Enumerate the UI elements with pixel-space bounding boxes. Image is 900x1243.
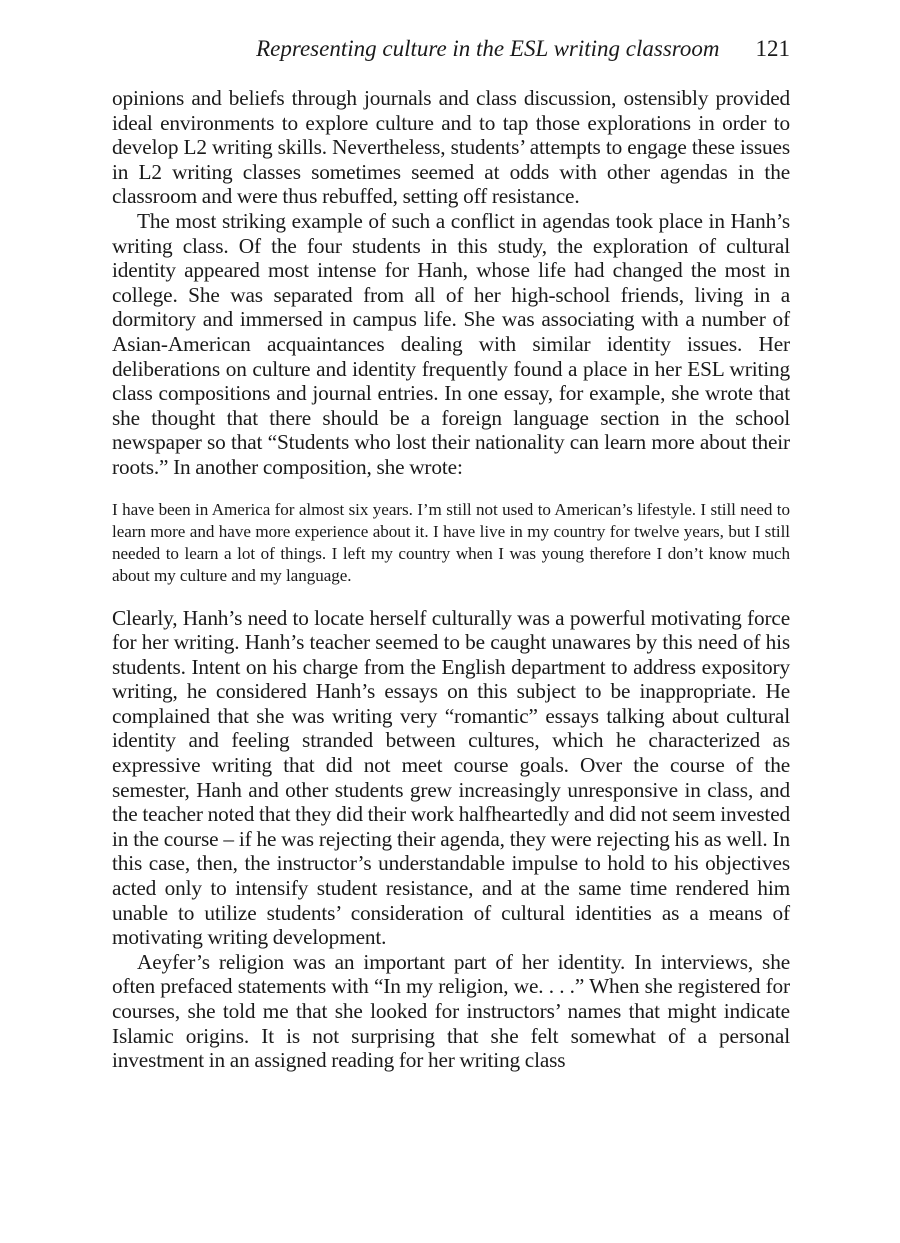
running-title: Representing culture in the ESL writing classroom — [256, 36, 720, 61]
paragraph-continued: opinions and beliefs through journals and class discussion, ostensibly provided ideal environments to explore culture and to tap those explorations in order to develop L2 writing skills. Nevertheless, students’ attempts to engage these issues in L2 writing classes sometimes seemed at odds with other agendas in the classroom and were thus rebuffed, setting off resistance. — [112, 86, 790, 209]
book-page — [112, 34, 790, 1073]
page-number: 121 — [755, 36, 790, 61]
paragraph-aeyfer: Aeyfer’s religion was an important part of her identity. In interviews, she often prefaced statements with “In my religion, we. . . .” When she registered for courses, she told me that she looked for instructors’ names that might indicate Islamic origins. It is not surprising that she felt somewhat of a personal investment in an assigned reading for her writing class — [112, 949, 790, 1073]
block-quote: I have been in America for almost six years. I’m still not used to American’s lifestyle. I still need to learn more and have more experience about it. I have live in my country for twelve years, but I still needed to learn a lot of things. I left my country when I was young therefore I don’t know much about my culture and my language. — [112, 499, 790, 585]
paragraph-hanh: The most striking example of such a conflict in agendas took place in Hanh’s writing class. Of the four students in this study, the exploration of cultural identity appeared most intense for Hanh, whose life had changed the most in college. She was separated from all of her high-school friends, living in a dormitory and immersed in campus life. She was associating with a number of Asian-American acquaintances dealing with similar identity issues. Her deliberations on culture and identity frequently found a place in her ESL writing class compositions and journal entries. In one essay, for example, she wrote that she thought that there should be a foreign language section in the school newspaper so that “Students who lost their nationality can learn more about their roots.” In another composition, she wrote: — [112, 208, 790, 479]
paragraph-teacher-response: Clearly, Hanh’s need to locate herself culturally was a powerful motivating force for her writing. Hanh’s teacher seemed to be caught unawares by this need of his students. Intent on his charge from the English department to address expository writing, he considered Hanh’s essays on this subject to be inappropriate. He complained that she was writing very “romantic” essays talking about cultural identity and feeling stranded between cultures, which he characterized as expressive writing that did not meet course goals. Over the course of the semester, Hanh and other students grew increasingly unresponsive in class, and the teacher noted that they did their work halfheartedly and did not seem invested in the course – if he was rejecting their agenda, they were rejecting his as well. In this case, then, the instructor’s understandable impulse to hold to his objectives acted only to intensify student resistance, and at the same time rendered him unable to utilize students’ consideration of cultural identities as a means of motivating writing development. — [112, 605, 790, 950]
running-head — [112, 34, 790, 64]
